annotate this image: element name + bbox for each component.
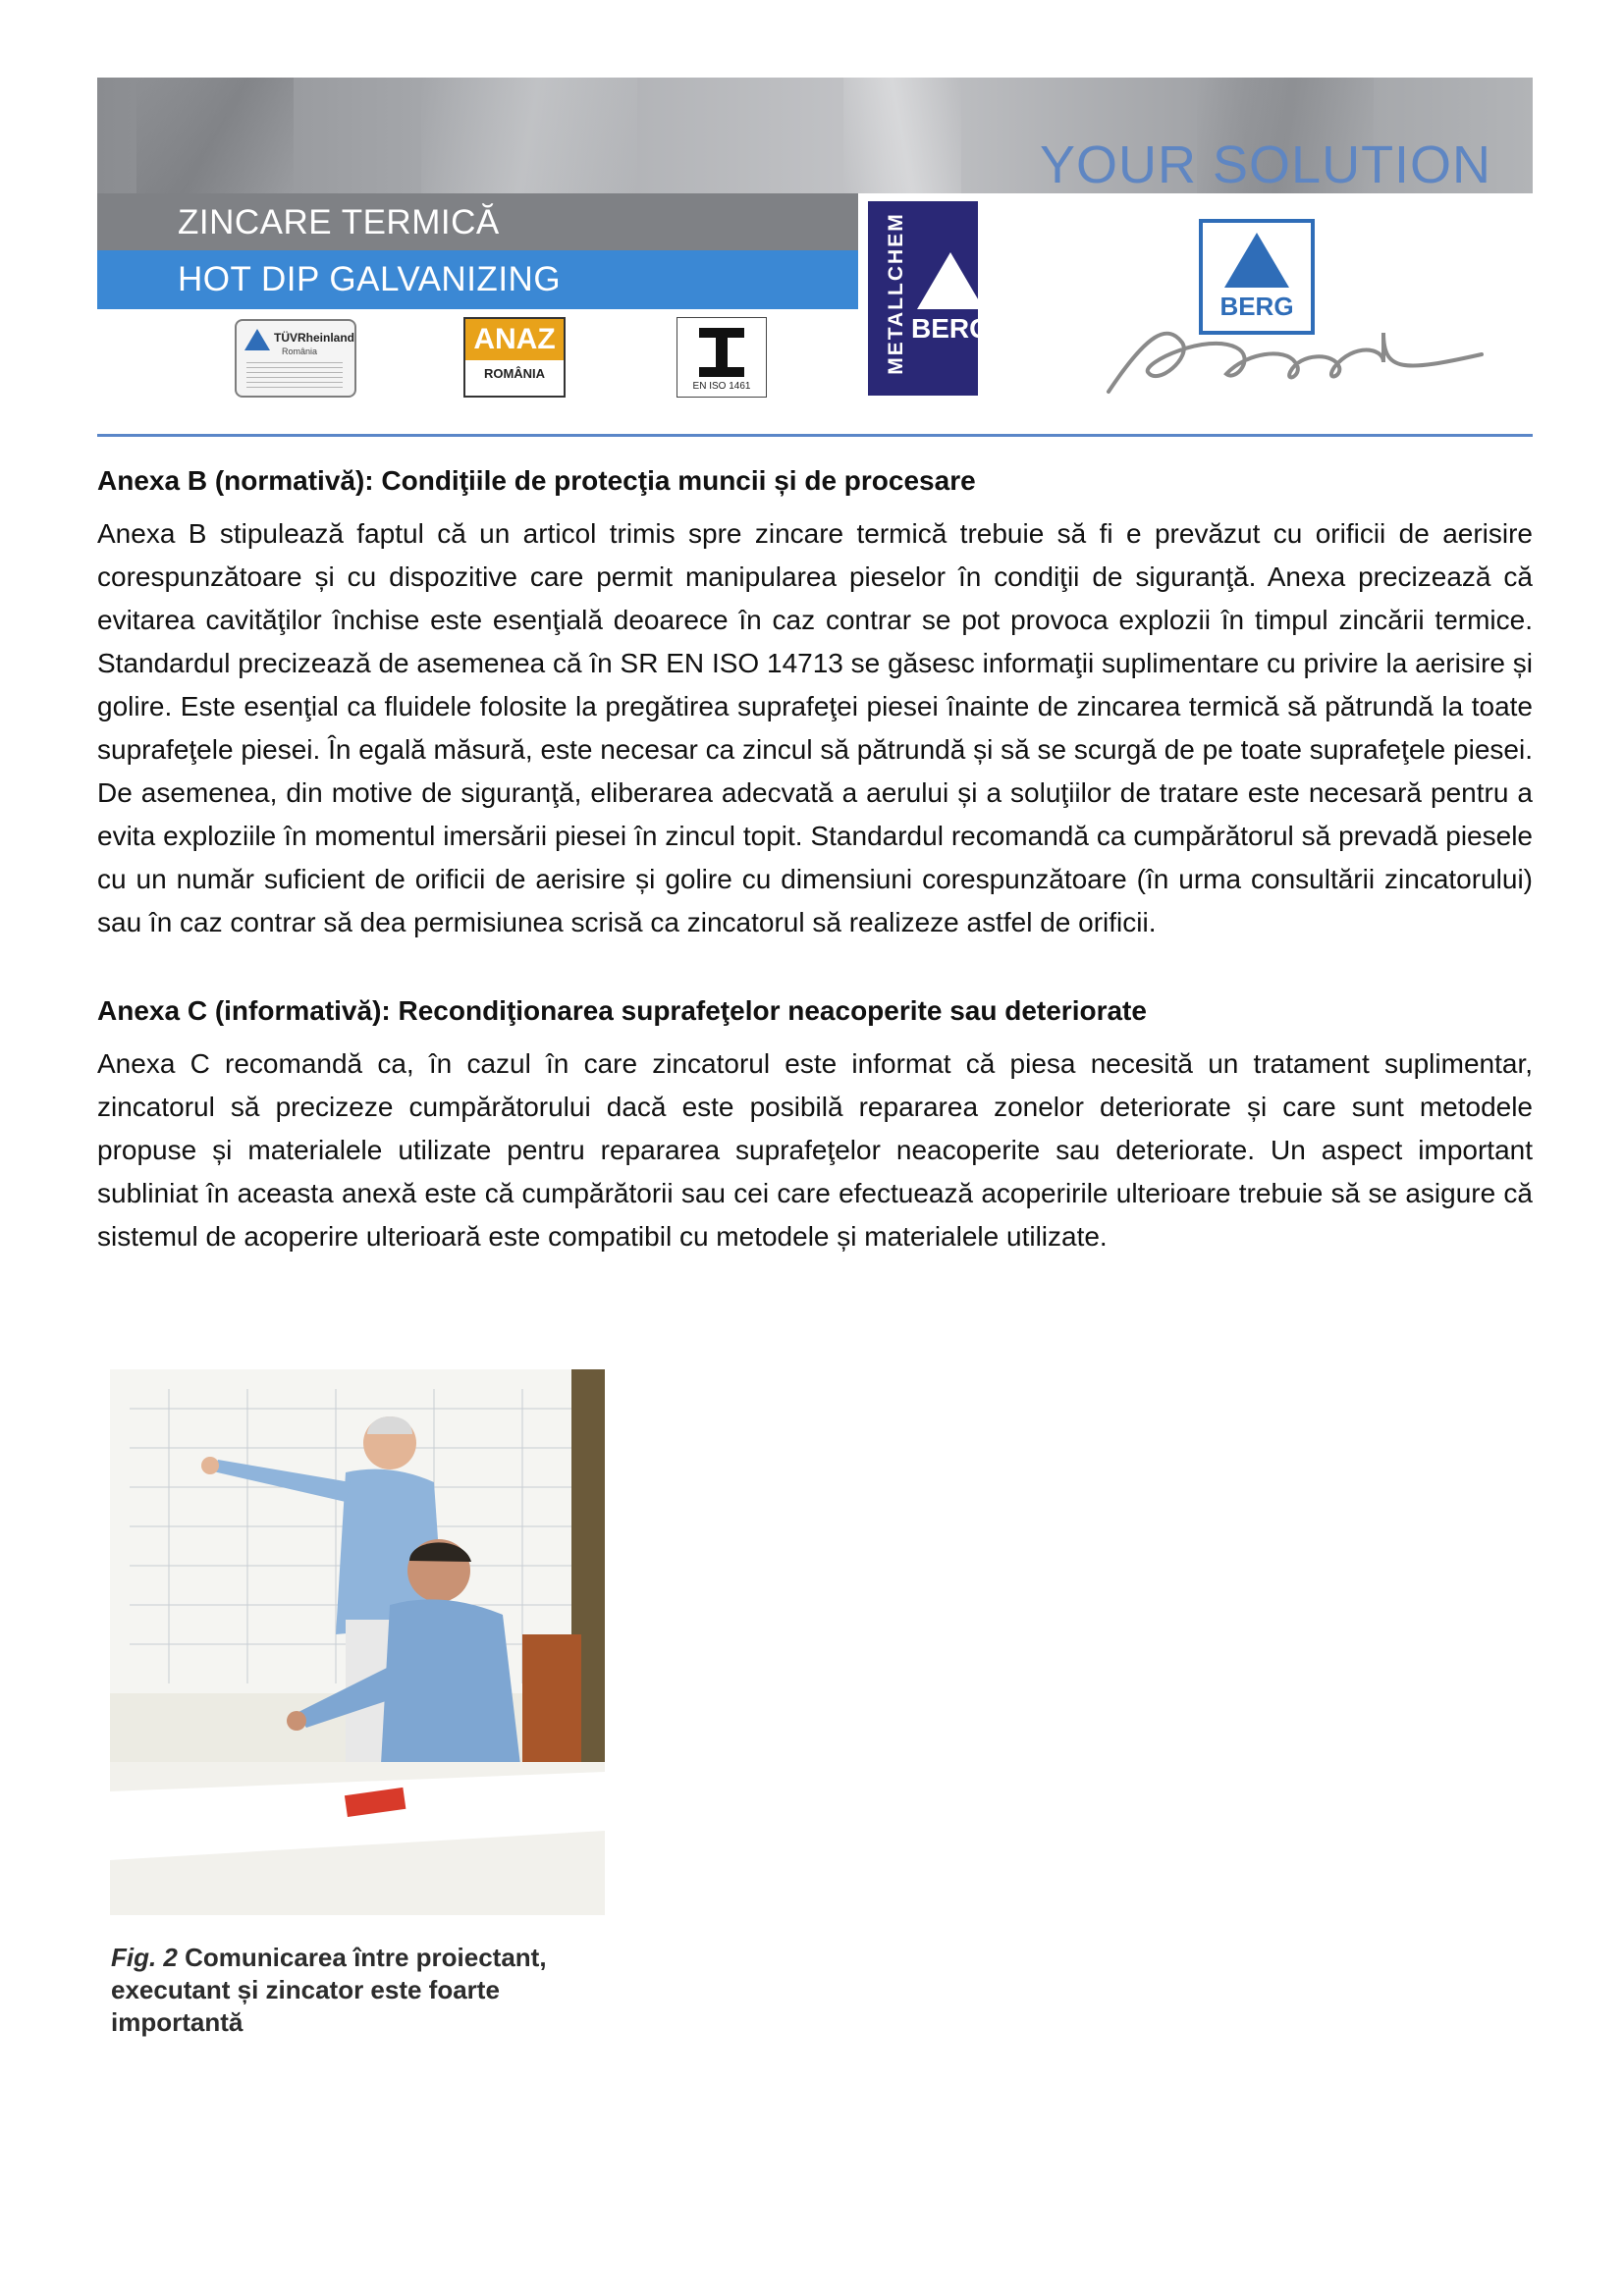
- anaz-logo-top: ANAZ: [465, 319, 564, 360]
- section-heading-annex-b: Anexa B (normativă): Condiţiile de protecţia muncii și de procesare: [97, 465, 976, 496]
- signature-icon: [1089, 313, 1501, 399]
- metallchem-word: METALLCHEM: [885, 212, 907, 375]
- section-body-annex-c: Anexa C recomandă ca, în cazul în care zincatorul este informat că piesa necesită un tratament suplimentar, zincatorul să precizeze cumpărătorului dacă este posibilă repararea zonelor deteriorate și care sunt metodele propuse și materialele utilizate pentru repararea suprafeţelor neacoperite sau deteriorate. Un aspect important subliniat în aceasta anexă este că cumpărătorii sau cei care efectuează acoperirile ulterioare trebuie să se asigure că sistemul de acoperire ulterioară este compatibil cu metodele și materialele utilizate.: [97, 1048, 1533, 1252]
- i-beam-icon: [699, 328, 744, 338]
- tuv-logo: [235, 319, 356, 398]
- en-iso-logo: [677, 317, 767, 398]
- banner-photo-strip: [97, 78, 1533, 193]
- document-body: [97, 461, 1533, 1258]
- band-top-text: ZINCARE TERMICĂ: [178, 203, 500, 241]
- berg-logo-triangle-icon: [1224, 233, 1289, 288]
- i-beam-icon-web: [716, 338, 728, 367]
- anaz-logo-bottom: ROMÂNIA: [483, 366, 546, 381]
- tuv-triangle-icon: [244, 329, 270, 350]
- header-banner: [97, 78, 1533, 399]
- section-body-annex-b: Anexa B stipulează faptul că un articol trimis spre zincare termică trebuie să fi e prevăzut cu orificii de aerisire corespunzătoare și cu dispozitive care permit manipularea pieselor în condiţii de siguranţă. Anexa precizează că evitarea cavităţilor închise este esenţială deoarece în caz contrar se pot provoca explozii în timpul zincării termice. Standardul precizează de asemenea că în SR EN ISO 14713 se găsesc informaţii suplimentare cu privire la aerisire și golire. Este esenţial ca fluidele folosite la pregătirea suprafeţei piesei înainte de zincarea termică să pătrundă la toate suprafeţele piesei. În egală măsură, este necesar ca zincul să pătrundă și să se scurgă de pe toate suprafeţele piesei. De asemenea, din motive de siguranţă, eliberarea adecvată a aerului și a soluţiilor de tratare este necesară pentru a evita exploziile în momentul imersării piesei în zincul topit. Standardul recomandă ca cumpărătorul să prevadă piesele cu un număr suficient de orificii de aerisire și golire cu dimensiuni corespunzătoare (în urma consultării zincatorului) sau în caz contrar să dea permisiunea scrisă ca zincatorul să realizeze astfel de orificii.: [97, 518, 1533, 937]
- berg-logo-word: BERG: [1219, 292, 1294, 321]
- tagline: YOUR SOLUTION: [1040, 135, 1492, 194]
- anaz-logo: [463, 317, 566, 398]
- tuv-fine-print: [246, 362, 343, 388]
- figure-label: Fig. 2: [111, 1943, 178, 1972]
- header-rule: [97, 434, 1533, 437]
- metallchem-brand: BERG: [911, 313, 991, 344]
- metallchem-berg-logo: [858, 193, 991, 399]
- figure-caption-text: Comunicarea între proiectant, executant și zincator este foarte importantă: [111, 1943, 547, 2037]
- metallchem-box: [868, 201, 991, 396]
- meeting-photo-image: [110, 1369, 605, 1915]
- berg-triangle-icon: [917, 252, 984, 309]
- band-top: [97, 193, 858, 250]
- figure-photo: [110, 1369, 605, 1924]
- tuv-logo-sub: România: [282, 347, 318, 356]
- figure-caption: [111, 1942, 622, 2039]
- section-heading-annex-c: Anexa C (informativă): Recondiţionarea suprafeţelor neacoperite sau deteriorate: [97, 995, 1147, 1026]
- en-iso-label: EN ISO 1461: [692, 381, 751, 392]
- band-bottom-text: HOT DIP GALVANIZING: [178, 260, 562, 298]
- i-beam-icon-flange: [699, 367, 744, 377]
- tuv-logo-name: TÜVRheinland: [274, 331, 355, 345]
- band-bottom: [97, 250, 858, 309]
